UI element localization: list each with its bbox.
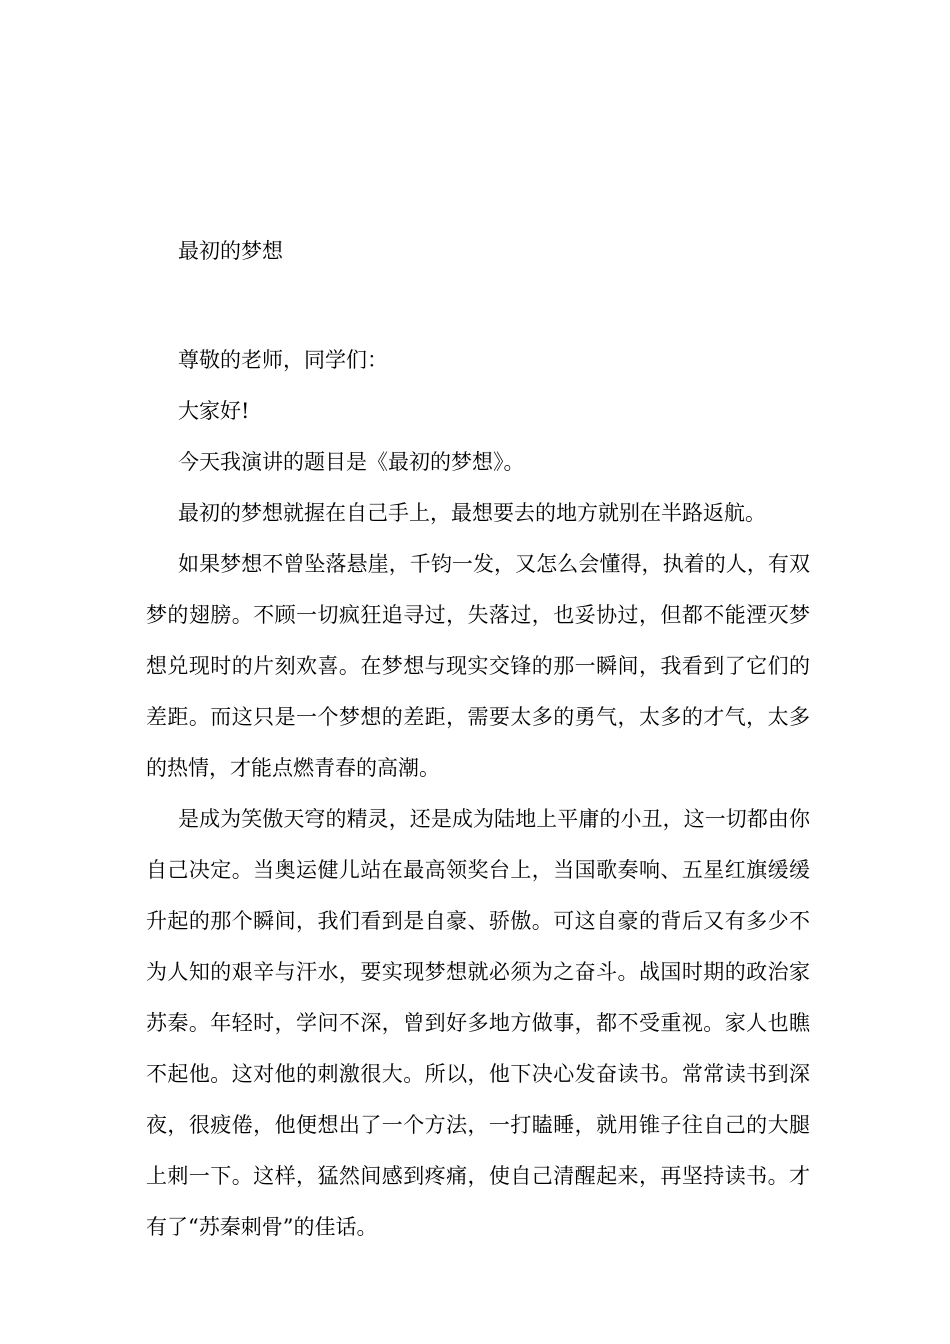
title-spacer [146, 270, 810, 335]
body-paragraph: 是成为笑傲天穹的精灵，还是成为陆地上平庸的小丑，这一切都由你自己决定。当奥运健儿站在最高领奖台上，当国歌奏响、五星红旗缓缓升起的那个瞬间，我们看到是自豪、骄傲。可这自豪的背后又有多少不为人知的艰辛与汗水，要实现梦想就必须为之奋斗。战国时期的政治家苏秦。年轻时，学问不深，曾到好多地方做事，都不受重视。家人也瞧不起他。这对他的刺激很大。所以，他下决心发奋读书。常常读书到深夜，很疲倦，他便想出了一个方法，一打瞌睡，就用锥子往自己的大腿上刺一下。这样，猛然间感到疼痛，使自己清醒起来，再坚持读书。才有了“苏秦刺骨”的佳话。 [146, 807, 810, 1239]
document-title: 最初的梦想 [178, 239, 283, 263]
salutation-paragraph: 尊敬的老师，同学们： [178, 348, 388, 372]
document-body [146, 232, 810, 1253]
greeting-paragraph: 大家好! [178, 399, 250, 423]
topic-paragraph: 今天我演讲的题目是《最初的梦想》。 [178, 450, 525, 474]
body-paragraph: 如果梦想不曾坠落悬崖，千钧一发，又怎么会懂得，执着的人，有双梦的翅膀。不顾一切疯狂追寻过，失落过，也妥协过，但都不能湮灭梦想兑现时的片刻欢喜。在梦想与现实交锋的那一瞬间，我看到了它们的差距。而这只是一个梦想的差距，需要太多的勇气，太多的才气，太多的热情，才能点燃青春的高潮。 [146, 552, 810, 780]
thesis-paragraph: 最初的梦想就握在自己手上，最想要去的地方就别在半路返航。 [178, 501, 766, 525]
